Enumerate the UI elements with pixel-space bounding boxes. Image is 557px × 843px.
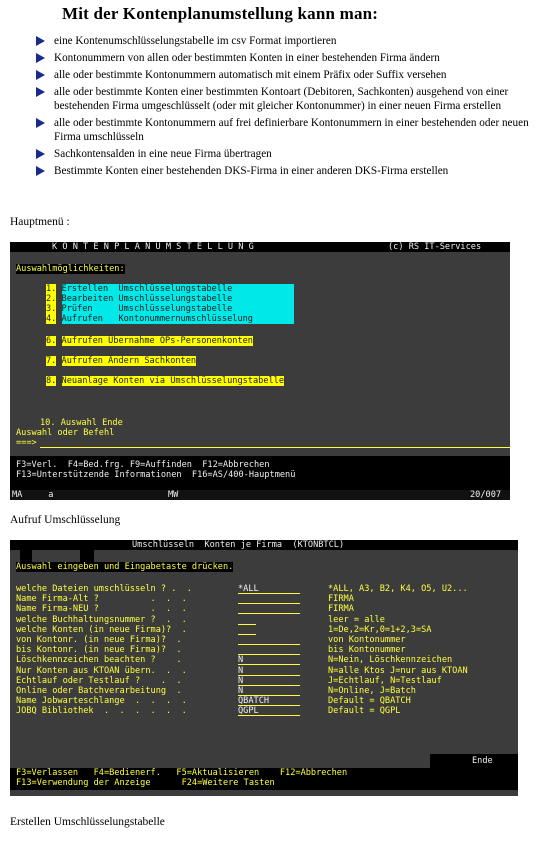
- field-label: von Kontonr. (in neue Firma)? .: [16, 635, 182, 645]
- field-label: welche Konten (in neue Firma)? .: [16, 624, 187, 635]
- field-label: Löschkennzeichen beachten ? .: [16, 655, 182, 666]
- field-input[interactable]: N: [238, 686, 300, 696]
- status-mid: MW: [168, 490, 179, 500]
- list-item: alle oder bestimmte Konten einer bestimmten Kontoart (Debitoren, Sachkonten) ausgehend von einer bestehenden Firma umgeschlüsselt (oder mit gleicher Kontonummer) in einer neuen Firma erstellen: [36, 85, 541, 113]
- end-label: Ende: [472, 756, 493, 766]
- field-hint: Default = QGPL: [328, 706, 401, 717]
- list-item: Bestimmte Konten einer bestehenden DKS-Firma in einer anderen DKS-Firma erstellen: [36, 164, 541, 178]
- fkeys-line-2: F13=Unterstützende Informationen F16=AS/400-Hauptmenü: [16, 470, 296, 480]
- section-label: Auswahlmöglichkeiten:: [16, 264, 125, 274]
- screen-title: K O N T E N P L A N U M S T E L L U N G: [52, 242, 254, 252]
- list-item: Sachkontensalden in eine neue Firma übertragen: [36, 147, 541, 161]
- field-hint: N=Nein, Löschkennzeichen: [328, 655, 453, 666]
- field-hint: FIRMA: [328, 604, 354, 615]
- field-hint: leer = alle: [328, 614, 385, 625]
- list-item: alle oder bestimmte Kontonummern automatisch mit einem Präfix oder Suffix versehen: [36, 68, 541, 82]
- field-input[interactable]: [238, 594, 300, 604]
- command-input[interactable]: [40, 447, 510, 448]
- list-item: alle oder bestimmte Kontonummern auf frei definierbare Kontonummern in einer bestehenden oder neuen Firma umschlüsseln: [36, 116, 541, 144]
- field-hint: J=Echtlauf, N=Testlauf: [328, 675, 442, 686]
- bullet-arrow-icon: [36, 166, 45, 176]
- status-bar: [10, 490, 510, 500]
- feature-list: [36, 34, 541, 181]
- field-hint: Default = QBATCH: [328, 696, 411, 707]
- instruction-label: Auswahl eingeben und Eingabetaste drücken.: [16, 562, 234, 572]
- menu-option-7[interactable]: 7. Aufrufen Ändern Sachkonten: [46, 356, 197, 366]
- bullet-arrow-icon: [36, 118, 45, 128]
- fkeys-line-1: F3=Verlassen F4=Bedienerf. F5=Aktualisieren F12=Abbrechen: [16, 768, 348, 778]
- field-label: Nur Konten aus KTOAN übern. . .: [16, 665, 187, 676]
- fkeys-line-1: F3=Verl. F4=Bed.frg. F9=Auffinden F12=Abbrechen: [16, 460, 270, 470]
- field-label: Echtlauf oder Testlauf ? . .: [16, 675, 182, 686]
- bullet-arrow-icon: [36, 149, 45, 159]
- caption-hauptmenu: Hauptmenü :: [10, 216, 70, 228]
- list-item: Kontonummern von allen oder bestimmten Konten in einer bestehenden Firma ändern: [36, 51, 541, 65]
- field-input[interactable]: [238, 625, 256, 635]
- caption-aufruf: Aufruf Umschlüsselung: [10, 514, 121, 526]
- field-hint: FIRMA: [328, 594, 354, 605]
- field-input[interactable]: N: [238, 666, 300, 676]
- field-input[interactable]: [238, 615, 256, 625]
- field-label: welche Buchhaltungsnummer ? . .: [16, 614, 187, 625]
- status-right: 20/007: [470, 490, 502, 500]
- screen-title: Umschlüsseln Konten je Firma (KTONBTCL): [132, 540, 345, 550]
- menu-option-8[interactable]: 8. Neuanlage Konten via Umschlüsselungstabelle: [46, 376, 285, 386]
- field-input[interactable]: N: [238, 676, 300, 686]
- field-label: Name Firma-Alt ? . . .: [16, 594, 187, 605]
- list-item: eine Kontenumschlüsselungstabelle im csv Format importieren: [36, 34, 541, 48]
- field-label: bis Kontonr. (in neue Firma)? .: [16, 645, 182, 656]
- field-input[interactable]: N: [238, 655, 300, 665]
- field-hint: 1=De,2=Kr,0=1+2,3=SA: [328, 624, 432, 635]
- field-label: JOBQ Bibliothek . . . . . .: [16, 706, 187, 717]
- field-input[interactable]: QGPL: [238, 706, 300, 716]
- caption-erstellen: Erstellen Umschlüsselungstabelle: [10, 816, 165, 828]
- terminal-main-menu: [10, 242, 510, 500]
- menu-option-1[interactable]: 1. Erstellen Umschlüsselungstabelle: [46, 284, 294, 294]
- field-hint: N=Online, J=Batch: [328, 686, 416, 696]
- field-label: Name Firma-NEU ? . . .: [16, 604, 187, 615]
- field-label: welche Dateien umschlüsseln ? . .: [16, 584, 192, 594]
- menu-option-10[interactable]: 10. Auswahl Ende: [40, 418, 123, 428]
- field-hint: N=alle Ktos J=nur aus KTOAN: [328, 665, 468, 676]
- copyright-label: (c) RS IT-Services: [388, 242, 482, 252]
- field-input[interactable]: QBATCH: [238, 696, 300, 706]
- bullet-arrow-icon: [36, 87, 45, 97]
- menu-option-2[interactable]: 2. Bearbeiten Umschlüsselungstabelle: [46, 294, 294, 304]
- field-hint: bis Kontonummer: [328, 645, 406, 656]
- menu-option-4[interactable]: 4. Aufrufen Kontonummernumschlüsselung: [46, 314, 294, 324]
- field-hint: von Kontonummer: [328, 635, 406, 645]
- bullet-arrow-icon: [36, 36, 45, 46]
- field-hint: *ALL, A3, B2, K4, O5, U2...: [328, 584, 468, 594]
- status-left: MA a: [12, 490, 54, 500]
- field-input[interactable]: *ALL: [238, 584, 300, 594]
- bullet-arrow-icon: [36, 53, 45, 63]
- field-input[interactable]: [238, 604, 300, 614]
- prompt-arrow: ===>: [16, 438, 37, 448]
- terminal-umschluesselung: [10, 540, 518, 796]
- menu-option-6[interactable]: 6. Aufrufen Übernahme OPs-Personenkonten: [46, 336, 253, 346]
- prompt-label: Auswahl oder Befehl: [16, 428, 115, 438]
- field-input[interactable]: [238, 635, 300, 645]
- field-input[interactable]: [238, 645, 300, 655]
- field-label: Online oder Batchverarbeitung .: [16, 686, 182, 696]
- field-label: Name Jobwarteschlange . . . .: [16, 696, 187, 707]
- fkeys-line-2: F13=Verwendung der Anzeige F24=Weitere Tasten: [16, 778, 275, 788]
- menu-option-3[interactable]: 3. Prüfen Umschlüsselungstabelle: [46, 304, 294, 314]
- bullet-arrow-icon: [36, 70, 45, 80]
- page-title: Mit der Kontenplanumstellung kann man:: [62, 4, 379, 23]
